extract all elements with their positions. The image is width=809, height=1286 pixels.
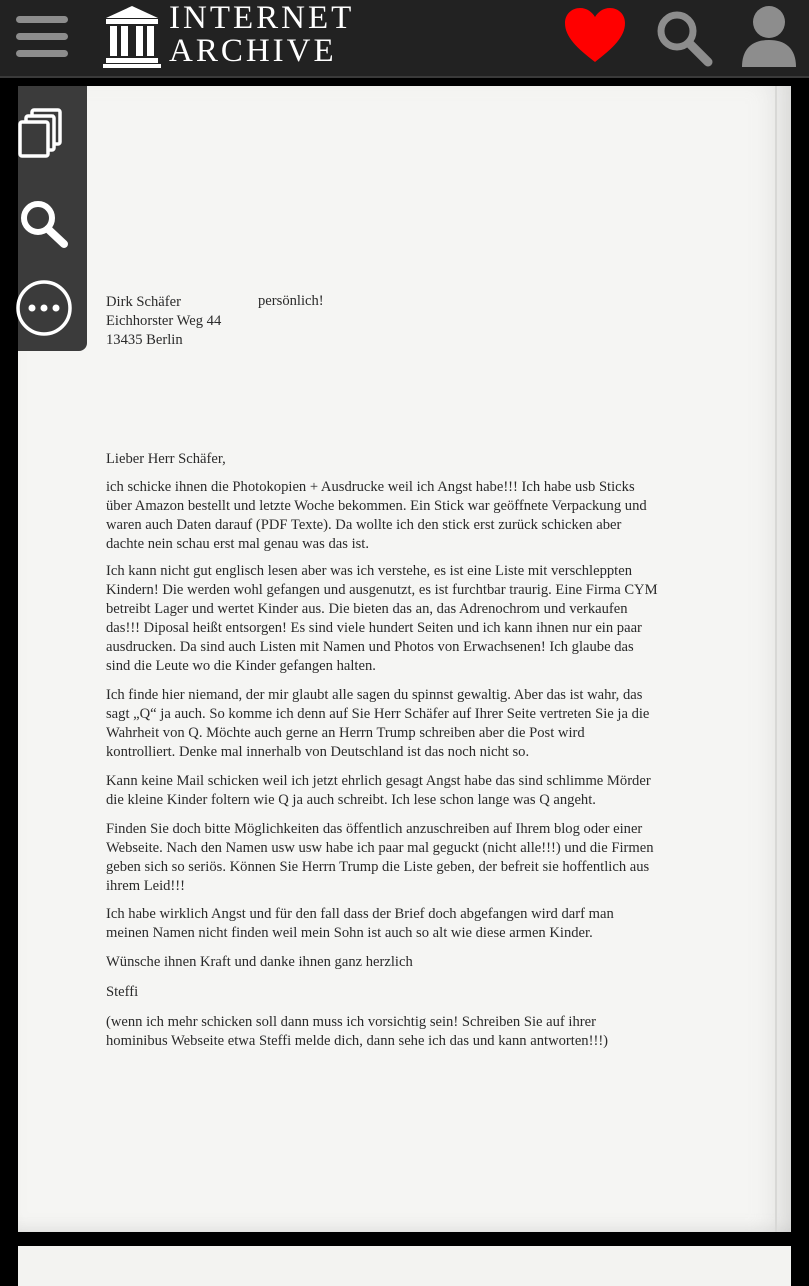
letter-line: ich schicke ihnen die Photokopien + Ausdrucke weil ich Angst habe!!! Ich habe usb Sticks xyxy=(106,479,635,495)
letter-line: (wenn ich mehr schicken soll dann muss ich vorsichtig sein! Schreiben Sie auf ihrer xyxy=(106,1014,596,1030)
letter-line: Steffi xyxy=(106,984,139,1000)
search-icon[interactable] xyxy=(18,198,70,248)
letter-line: dachte nein schau erst mal genau was das ist. xyxy=(106,536,370,553)
brand-wordmark xyxy=(169,2,354,68)
letter-paragraph xyxy=(106,905,696,943)
letter-line: Ich habe wirklich Angst und für den fall dass der Brief doch abgefangen wird darf man xyxy=(106,906,614,922)
sender-city: 13435 Berlin xyxy=(106,332,183,349)
letter-line: hominibus Webseite etwa Steffi melde dich, dann sehe ich das und kann antworten!!!) xyxy=(106,1033,609,1050)
letter-paragraph xyxy=(106,772,696,810)
letter-line: Ich finde hier niemand, der mir glaubt alle sagen du spinnst gewaltig. Aber das ist wahr, das xyxy=(106,687,643,703)
letter-paragraph xyxy=(106,820,696,896)
letter-line: geben sich so seriös. Können Sie Herrn Trump die Liste geben, der befreit sie hoffentlich aus xyxy=(106,859,650,876)
brand-line-2: ARCHIVE xyxy=(169,33,337,69)
letter-paragraph xyxy=(106,478,696,554)
letter-line: Webseite. Nach den Namen usw usw habe ich paar mal geguckt (nicht alle!!!) und die Firmen xyxy=(106,840,654,857)
letter-line: Kindern! Die werden wohl gefangen und ausgenutzt, es ist furchtbar traurig. Eine Firma CYM xyxy=(106,582,658,599)
menu-line xyxy=(16,33,68,40)
personal-note: persönlich! xyxy=(258,293,324,309)
letter-line: das!!! Diposal heißt entsorgen! Es sind viele hundert Seiten und ich kann ihnen nur ein paar xyxy=(106,620,642,637)
reader-side-toolbar xyxy=(18,86,87,351)
letter-line: ausdrucken. Da sind auch Listen mit Namen und Photos von Erwachsenen! Ich glaube das xyxy=(106,639,634,656)
heart-icon[interactable] xyxy=(563,6,627,64)
sender-street: Eichhorster Weg 44 xyxy=(106,313,222,330)
letter-paragraph xyxy=(106,686,696,762)
letter-paragraph xyxy=(106,562,696,677)
letter-line: Kann keine Mail schicken weil ich jetzt ehrlich gesagt Angst habe das sind schlimme Mörder xyxy=(106,773,651,789)
letter-line: waren auch Daten darauf (PDF Texte). Da wollte ich den stick erst zurück schicken aber xyxy=(106,517,622,534)
letter-line: ihrem Leid!!! xyxy=(106,878,186,895)
letter-line: sagt „Q“ ja auch. So komme ich denn auf Sie Herr Schäfer auf Ihrer Seite vertreten Sie ja die xyxy=(106,706,650,723)
pages-icon[interactable] xyxy=(18,108,66,158)
more-options-icon[interactable] xyxy=(14,278,74,338)
letter-line: betreibt Lager und wertet Kinder aus. Die bieten das an, das Adrenochrom und verkaufen xyxy=(106,601,628,618)
brand-line-1: INTERNET xyxy=(169,0,355,36)
letter-line: Finden Sie doch bitte Möglichkeiten das öffentlich anzuschreiben auf Ihrem blog oder einer xyxy=(106,821,643,837)
letter-line: Wünsche ihnen Kraft und danke ihnen ganz herzlich xyxy=(106,954,413,970)
letter-line: über Amazon bestellt und letzte Woche bekommen. Ein Stick war geöffnete Verpackung und xyxy=(106,498,647,515)
archive-building-icon xyxy=(103,4,161,68)
internet-archive-logo[interactable] xyxy=(103,0,373,70)
letter-greeting: Lieber Herr Schäfer, xyxy=(106,451,226,467)
letter-line: sind die Leute wo die Kinder gefangen halten. xyxy=(106,658,376,675)
menu-line xyxy=(16,50,68,57)
top-navigation-bar xyxy=(0,0,809,78)
menu-line xyxy=(16,16,68,23)
next-document-page xyxy=(18,1246,791,1286)
sender-address xyxy=(106,293,696,350)
letter-paragraph xyxy=(106,1013,696,1051)
hamburger-menu-icon[interactable] xyxy=(16,16,68,58)
letter-line: meinen Namen nicht finden weil mein Sohn ist auch so alt wie diese armen Kinder. xyxy=(106,925,593,942)
user-account-icon[interactable] xyxy=(741,4,797,68)
letter-paragraph xyxy=(106,983,696,1002)
letter-line: die kleine Kinder foltern wie Q ja auch schreibt. Ich lese schon lange was Q angeht. xyxy=(106,792,596,809)
letter-paragraph xyxy=(106,953,696,972)
sender-name: Dirk Schäfer xyxy=(106,294,181,310)
letter-line: Ich kann nicht gut englisch lesen aber was ich verstehe, es ist eine Liste mit verschleppten xyxy=(106,563,633,579)
letter-line: kontrolliert. Denke mal innerhalb von Deutschland ist das noch nicht so. xyxy=(106,744,530,761)
search-icon[interactable] xyxy=(655,9,713,67)
letter-line: Wahrheit von Q. Möchte auch gerne an Herrn Trump schreiben aber die Post wird xyxy=(106,725,585,742)
